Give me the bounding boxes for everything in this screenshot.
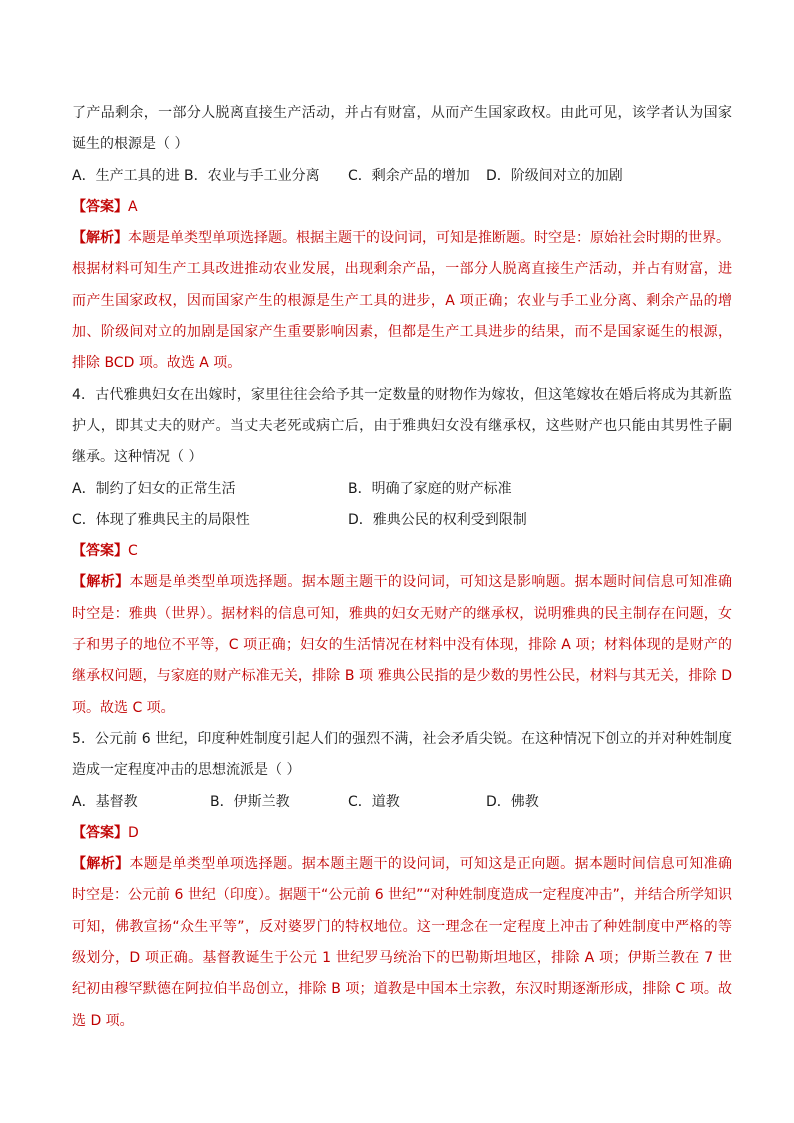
q3-option-c: C．剩余产品的增加 [348,167,470,184]
q5-analysis-text-1: 本题是单类型单项选择题。据本题主题干的设问词，可知这是正向题。据本题时间信息可知准确 [129,856,732,873]
q5-analysis-line-1 [72,849,732,880]
q4-stem-line-2: 护人，即其丈夫的财产。当丈夫老死或病亡后，由于雅典妇女没有继承权，这些财产也只能由其男性子嗣 [72,417,732,434]
q3-option-b: B．农业与手工业分离 [184,167,320,184]
q4-options-row-2 [72,505,732,536]
q5-answer-tag: 【答案】 [72,824,128,841]
q4-analysis-line-4: 继承权问题，与家庭的财产标准无关，排除 B 项 雅典公民指的是少数的男性公民，材料与其无关，排除 D [72,668,732,685]
q4-answer-value: C [128,543,138,560]
q5-analysis-line-6: 选 D 项。 [72,1012,134,1029]
q4-option-c: C．体现了雅典民主的局限性 [72,511,250,528]
q5-stem-line-2: 造成一定程度冲击的思想流派是（ ） [72,762,301,779]
q5-option-a: A．基督教 [72,793,138,810]
q3-analysis-text-1: 本题是单类型单项选择题。根据主题干的设问词，可知是推断题。时空是：原始社会时期的世界。 [128,230,730,247]
q5-analysis-line-4: 级划分，D 项正确。基督教诞生于公元 1 世纪罗马统治下的巴勒斯坦地区，排除 A 项；伊斯兰教在 7 世 [72,950,732,967]
q3-answer [72,192,732,223]
q4-analysis-tag: 【解析】 [72,574,130,591]
q4-answer [72,536,732,567]
q3-options [72,161,732,192]
document-page [72,98,732,1037]
q5-answer [72,818,732,849]
q5-analysis-line-2: 时空是：公元前 6 世纪（印度）。据题干“公元前 6 世纪”“对种姓制度造成一定程度冲击”，并结合所学知识 [72,887,732,904]
q3-analysis-line-3: 而产生国家政权，因而国家产生的根源是生产工具的进步，A 项正确；农业与手工业分离、剩余产品的增 [72,292,732,309]
q3-analysis-line-2: 根据材料可知生产工具改进推动农业发展，出现剩余产品，一部分人脱离直接生产活动，并占有财富，进 [72,261,732,278]
q3-option-a: A．生产工具的进 [72,167,180,184]
q5-option-c: C．道教 [348,793,400,810]
q3-answer-value: A [128,198,138,215]
q3-analysis-line-1 [72,223,732,254]
q4-analysis-line-5: 项。故选 C 项。 [72,699,175,716]
q4-analysis-line-1 [72,567,732,598]
q5-answer-value: D [128,824,139,841]
q5-analysis-line-3: 可知，佛教宣扬“众生平等”，反对婆罗门的特权地位。这一理念在一定程度上冲击了种姓制度中严格的等 [72,918,732,935]
q3-stem-line-1: 了产品剩余，一部分人脱离直接生产活动，并占有财富，从而产生国家政权。由此可见，该学者认为国家 [72,105,732,121]
q3-analysis-tag: 【解析】 [72,230,128,247]
q4-option-d: D．雅典公民的权利受到限制 [348,511,527,528]
q4-analysis-line-3: 子和男子的地位不平等，C 项正确；妇女的生活情况在材料中没有体现，排除 A 项；材料体现的是财产的 [72,637,732,654]
q4-analysis-line-2: 时空是：雅典（世界）。据材料的信息可知，雅典的妇女无财产的继承权，说明雅典的民主制存在问题，女 [72,605,732,622]
q5-option-d: D．佛教 [486,793,539,810]
q5-analysis-tag: 【解析】 [72,856,130,873]
q4-answer-tag: 【答案】 [72,543,128,560]
q3-stem-line-2: 诞生的根源是（ ） [72,136,189,153]
q3-option-d: D．阶级间对立的加剧 [486,167,623,184]
q3-analysis-line-4: 加、阶级间对立的加剧是国家产生重要影响因素，但都是生产工具进步的结果，而不是国家诞生的根源， [72,324,732,341]
q4-option-b: B．明确了家庭的财产标准 [348,480,512,497]
q5-stem-line-1: 5．公元前 6 世纪，印度种姓制度引起人们的强烈不满，社会矛盾尖锐。在这种情况下创立的并对种姓制度 [72,730,732,747]
q3-analysis-line-5: 排除 BCD 项。故选 A 项。 [72,355,242,372]
q5-analysis-line-5: 纪初由穆罕默德在阿拉伯半岛创立，排除 B 项；道教是中国本土宗教，东汉时期逐渐形成，排除 C 项。故 [72,981,732,998]
q4-stem-line-1: 4．古代雅典妇女在出嫁时，家里往往会给予其一定数量的财物作为嫁妆，但这笔嫁妆在婚后将成为其新监 [72,386,732,403]
q4-analysis-text-1: 本题是单类型单项选择题。据本题主题干的设问词，可知这是影响题。据本题时间信息可知准确 [129,574,732,591]
q5-options [72,787,732,818]
q4-stem-line-3: 继承。这种情况（ ） [72,449,203,466]
q4-option-a: A．制约了妇女的正常生活 [72,480,236,497]
q4-options-row-1 [72,474,732,505]
q5-option-b: B．伊斯兰教 [210,793,290,810]
q3-answer-tag: 【答案】 [72,198,128,215]
